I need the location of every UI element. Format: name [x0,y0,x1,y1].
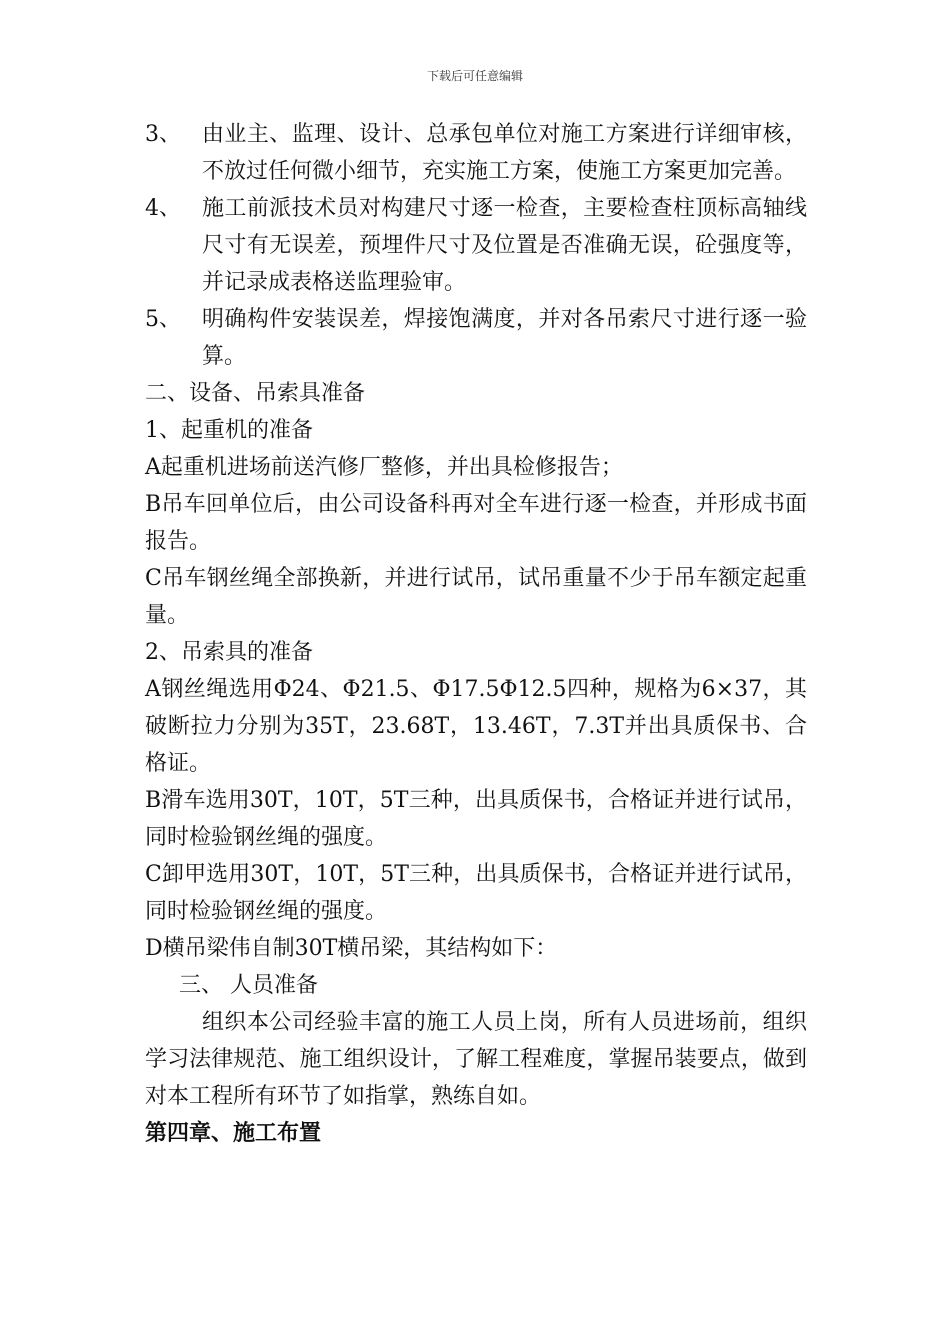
subheading-crane: 1、起重机的准备 [145,418,313,443]
numbered-item-3 [145,116,807,190]
numbered-item-5 [145,301,807,375]
item-number: 4、 [145,196,181,221]
paragraph-rigging-c: C卸甲选用30T，10T，5T三种，出具质保书，合格证并进行试吊，同时检验钢丝绳的强度。 [145,862,807,924]
page-header: 下载后可任意编辑 [426,69,523,83]
subheading-rigging: 2、吊索具的准备 [145,640,313,665]
paragraph-rigging-b: B滑车选用30T，10T，5T三种，出具质保书，合格证并进行试吊，同时检验钢丝绳的强度。 [145,788,807,850]
section-heading-personnel: 三、 人员准备 [179,973,318,998]
paragraph-rigging-a: A钢丝绳选用Φ24、Φ21.5、Φ17.5Φ12.5四种，规格为6×37，其破断拉力分别为35T，23.68T，13.46T，7.3T并出具质保书、合格证。 [145,677,807,776]
document-body [145,116,807,1152]
item-text: 施工前派技术员对构建尺寸逐一检查，主要检查柱顶标高轴线尺寸有无误差，预埋件尺寸及位置是否准确无误，砼强度等，并记录成表格送监理验审。 [202,196,807,295]
paragraph-crane-b: B吊车回单位后，由公司设备科再对全车进行逐一检查，并形成书面报告。 [145,492,807,554]
paragraph-crane-a: A起重机进场前送汽修厂整修，并出具检修报告； [145,455,623,480]
item-text: 由业主、监理、设计、总承包单位对施工方案进行详细审核，不放过任何微小细节，充实施工方案，使施工方案更加完善。 [202,122,807,184]
paragraph-crane-c: C吊车钢丝绳全部换新，并进行试吊，试吊重量不少于吊车额定起重量。 [145,566,807,628]
item-text: 明确构件安装误差，焊接饱满度，并对各吊索尺寸进行逐一验算。 [202,307,807,369]
section-heading-equipment: 二、设备、吊索具准备 [145,381,366,406]
chapter-heading: 第四章、施工布置 [145,1120,322,1146]
paragraph-personnel: 组织本公司经验丰富的施工人员上岗，所有人员进场前，组织学习法律规范、施工组织设计，了解工程难度，掌握吊装要点，做到对本工程所有环节了如指掌，熟练自如。 [145,1010,807,1109]
paragraph-rigging-d: D横吊梁伟自制30T横吊梁，其结构如下： [145,936,558,961]
item-number: 5、 [145,307,181,332]
item-number: 3、 [145,122,181,147]
numbered-item-4 [145,190,807,301]
